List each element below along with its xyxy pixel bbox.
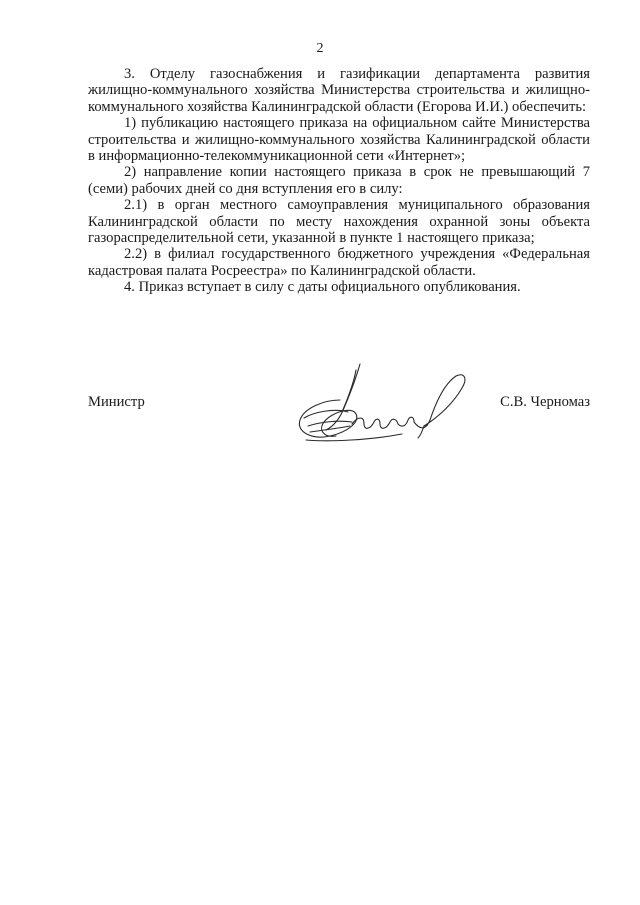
handwritten-signature xyxy=(290,360,480,450)
paragraph-item-4: 4. Приказ вступает в силу с даты официального опубликования. xyxy=(124,279,521,296)
signer-position: Министр xyxy=(88,394,145,410)
paragraph-item-3-2: 2) направление копии настоящего приказа в срок не превышающий 7 (семи) рабочих дней со дня вступления его в силу: xyxy=(88,164,590,197)
paragraph-item-2-2: 2.2) в филиал государственного бюджетного учреждения «Федеральная кадастровая палата Росреестра» по Калининградской области. xyxy=(88,246,590,279)
signer-name: С.В. Черномаз xyxy=(500,394,590,410)
order-body xyxy=(88,66,590,296)
paragraph-item-3-1: 1) публикацию настоящего приказа на официальном сайте Министерства строительства и жилищно-коммунального хозяйства Калининградской области в информационно-телекоммуникационной сети «Интернет»; xyxy=(88,115,590,165)
paragraph-item-3: 3. Отделу газоснабжения и газификации департамента развития жилищно-коммунального хозяйства Министерства строительства и жилищно-коммунального хозяйства Калининградской области (Егорова И.И.) обеспечить: xyxy=(88,66,590,115)
paragraph-item-2-1: 2.1) в орган местного самоуправления муниципального образования Калининградской области по месту нахождения охранной зоны объекта газораспределительной сети, указанной в пункте 1 настоящего приказа; xyxy=(88,197,590,247)
page-number: 2 xyxy=(316,41,324,56)
